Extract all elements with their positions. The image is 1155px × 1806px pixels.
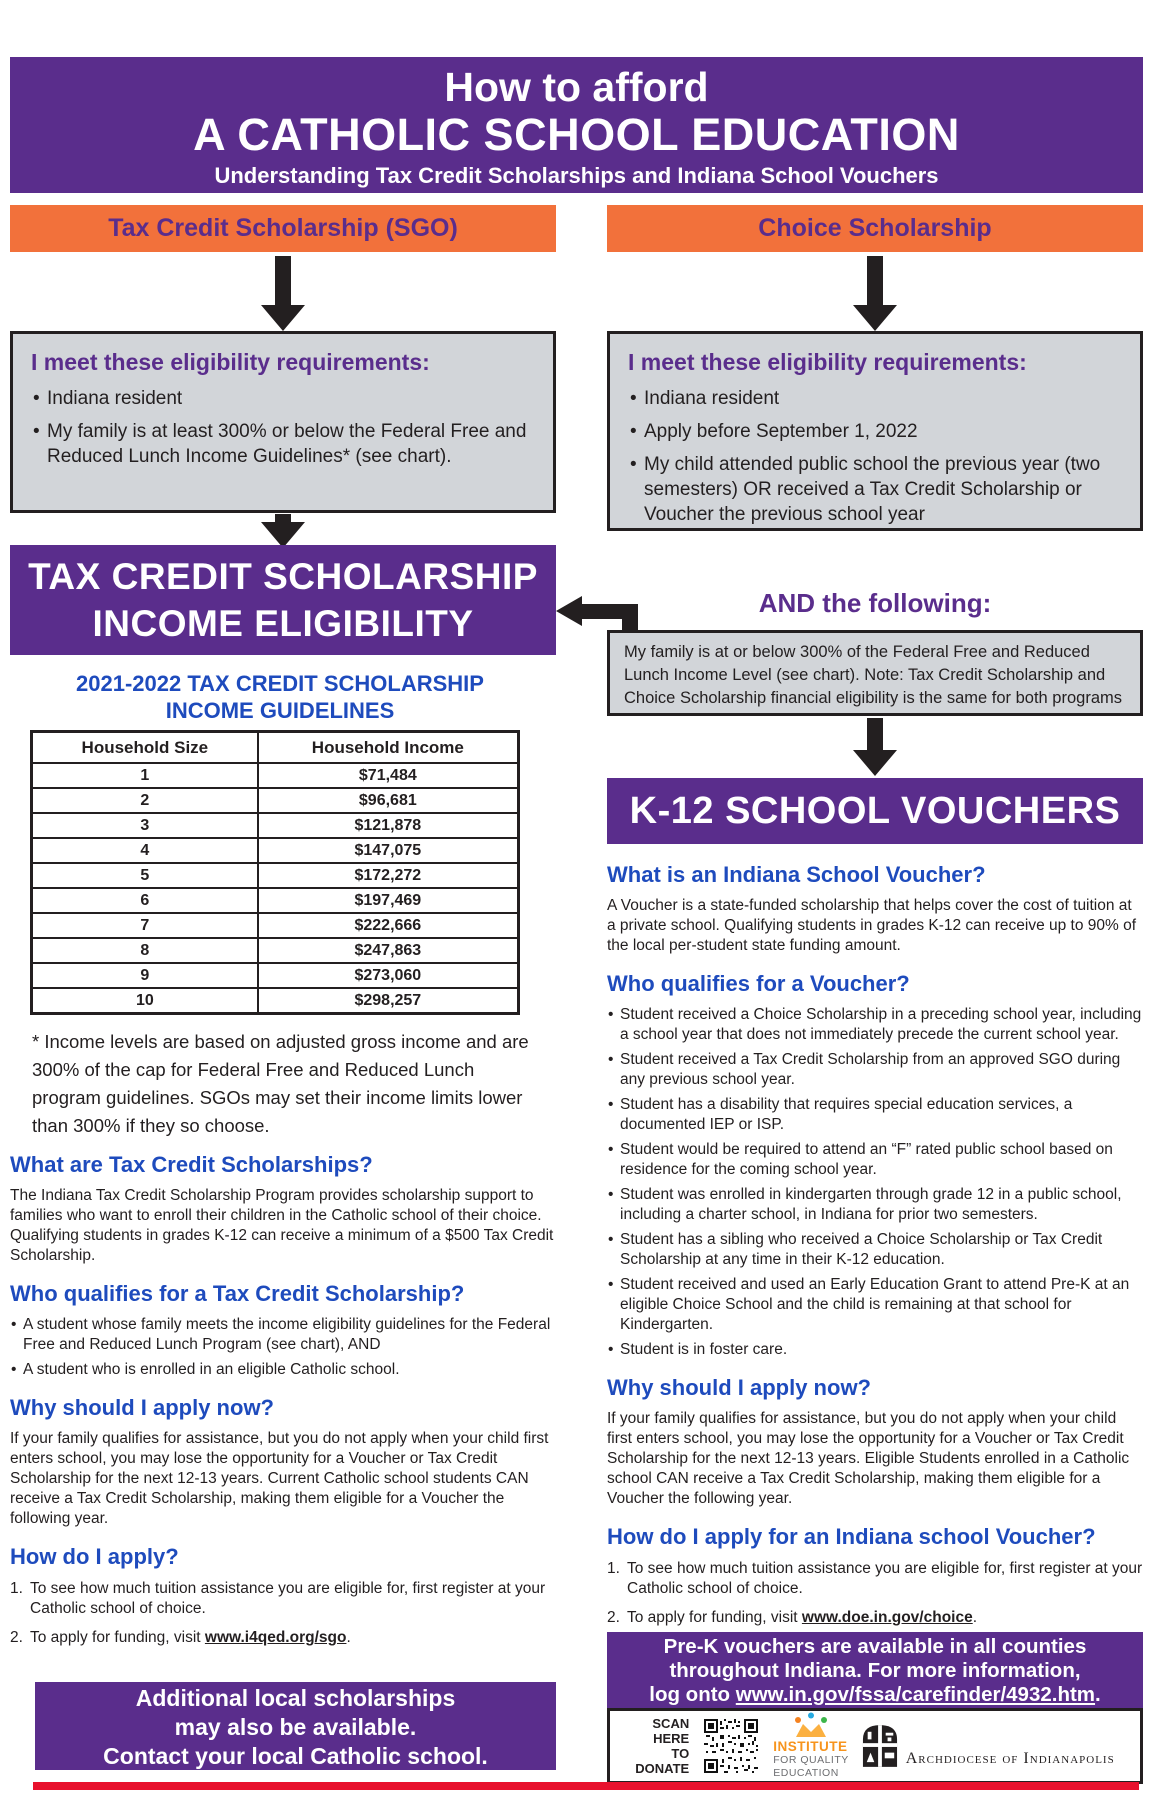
list-item: • Indiana resident bbox=[628, 386, 1122, 411]
section-heading-what-tcs: What are Tax Credit Scholarships? bbox=[10, 1152, 373, 1177]
banner-choice-scholarship: Choice Scholarship bbox=[607, 205, 1143, 252]
tax-credit-sections bbox=[10, 1152, 556, 1657]
scan-line: SCAN bbox=[652, 1716, 690, 1731]
institute-for-quality-education-logo bbox=[773, 1712, 849, 1780]
down-arrow-icon bbox=[261, 256, 305, 331]
financial-eligibility-note-box: My family is at or below 300% of the Federal Free and Reduced Lunch Income Level (see chart). Note: Tax Credit Scholarship and Choice Scholarship financial eligibility is the same for both programs bbox=[607, 630, 1143, 716]
k12-vouchers-banner: K-12 SCHOOL VOUCHERS bbox=[607, 778, 1143, 844]
household-income-cell: $147,075 bbox=[258, 838, 519, 863]
household-size-cell: 2 bbox=[32, 788, 258, 813]
income-banner-line1: TAX CREDIT SCHOLARSHIP bbox=[28, 556, 538, 597]
archdiocese-text: Archdiocese of Indianapolis bbox=[905, 1750, 1115, 1767]
table-row bbox=[32, 988, 519, 1014]
income-guidelines-title-line1: 2021-2022 TAX CREDIT SCHOLARSHIP bbox=[76, 671, 484, 696]
section-heading-why-voucher: Why should I apply now? bbox=[607, 1375, 871, 1400]
arrow-head bbox=[853, 305, 897, 331]
household-income-cell: $96,681 bbox=[258, 788, 519, 813]
list-item: • Student received and used an Early Education Grant to attend Pre-K at an eligible Choice School and the child is remaining at that school for Kindergarten. bbox=[607, 1275, 1143, 1335]
header-banner bbox=[10, 57, 1143, 193]
section-body-what-voucher: A Voucher is a state-funded scholarship that helps cover the cost of tuition at a private school. Qualifying students in grades K-12 can receive up to 90% of the local per-student state funding amount. bbox=[607, 897, 1137, 954]
down-arrow-icon bbox=[853, 718, 897, 776]
table-row bbox=[32, 888, 519, 913]
household-size-cell: 10 bbox=[32, 988, 258, 1014]
prek-line2: throughout Indiana. For more information, bbox=[669, 1659, 1081, 1682]
arrow-shaft bbox=[867, 256, 883, 305]
header-subtitle: Understanding Tax Credit Scholarships and Indiana School Vouchers bbox=[214, 163, 939, 188]
list-item: • A student whose family meets the income eligibility guidelines for the Federal Free and Reduced Lunch Program (see chart), AND bbox=[10, 1315, 556, 1355]
title-line2: A CATHOLIC SCHOOL EDUCATION bbox=[193, 109, 960, 160]
household-size-cell: 6 bbox=[32, 888, 258, 913]
choice-eligibility-box bbox=[607, 331, 1143, 531]
section-heading-who-tcs: Who qualifies for a Tax Credit Scholarship? bbox=[10, 1281, 465, 1306]
scan-line: DONATE bbox=[635, 1761, 690, 1776]
scan-line: TO bbox=[671, 1746, 690, 1761]
household-income-cell: $222,666 bbox=[258, 913, 519, 938]
household-income-cell: $298,257 bbox=[258, 988, 519, 1014]
scan-line: HERE bbox=[653, 1731, 690, 1746]
title-line1: How to afford bbox=[444, 64, 709, 110]
footer-logo-strip bbox=[607, 1708, 1143, 1784]
prek-line3 bbox=[607, 1683, 1143, 1707]
banner-tax-credit-scholarship: Tax Credit Scholarship (SGO) bbox=[10, 205, 556, 252]
carefinder-link[interactable]: www.in.gov/fssa/carefinder/4932.htm bbox=[735, 1683, 1096, 1706]
local-box-line1: Additional local scholarships bbox=[135, 1685, 456, 1711]
step-number: 1. bbox=[607, 1560, 620, 1577]
household-size-header: Household Size bbox=[32, 732, 258, 764]
income-guidelines-title-line2: INCOME GUIDELINES bbox=[165, 698, 395, 723]
household-size-cell: 3 bbox=[32, 813, 258, 838]
income-eligibility-banner bbox=[10, 545, 556, 655]
list-item: • A student who is enrolled in an eligible Catholic school. bbox=[10, 1360, 556, 1380]
income-footnote: * Income levels are based on adjusted gross income and are 300% of the cap for Federal Free and Reduced Lunch program guidelines. SGOs may set their income limits lower than 300% if they so choose. bbox=[32, 1031, 529, 1136]
choice-eligibility-title: I meet these eligibility requirements: bbox=[628, 349, 1027, 375]
qr-code-icon bbox=[702, 1717, 760, 1775]
arrow-head bbox=[261, 305, 305, 331]
prek-vouchers-box bbox=[607, 1632, 1143, 1708]
list-item: • Student has a sibling who received a Choice Scholarship or Tax Credit Scholarship at any time in their K-12 education. bbox=[607, 1230, 1143, 1270]
table-row bbox=[32, 913, 519, 938]
section-heading-what-voucher: What is an Indiana School Voucher? bbox=[607, 862, 986, 887]
table-row bbox=[32, 938, 519, 963]
section-body-why-tcs: If your family qualifies for assistance, but you do not apply when your child first enters school, you may lose the opportunity for a Voucher or Tax Credit Scholarship for the next 12-13 years. Current Catholic school students CAN receive a Tax Credit Scholarship, making them eligible for a Voucher the following year. bbox=[10, 1430, 549, 1527]
sgo-apply-link[interactable]: www.i4qed.org/sgo bbox=[204, 1629, 347, 1646]
step-text: To see how much tuition assistance you are eligible for, first register at your Catholic school of choice. bbox=[627, 1560, 1143, 1597]
step-number: 2. bbox=[10, 1629, 23, 1646]
section-heading-who-voucher: Who qualifies for a Voucher? bbox=[607, 971, 910, 996]
apply-step bbox=[607, 1608, 1143, 1628]
step-text-prefix: To apply for funding, visit bbox=[30, 1629, 205, 1646]
iqe-text-line2: FOR QUALITY bbox=[773, 1754, 849, 1766]
local-box-line2: may also be available. bbox=[174, 1714, 417, 1740]
list-item: • Student has a disability that requires special education services, a documented IEP or ISP. bbox=[607, 1095, 1143, 1135]
step-text bbox=[30, 1628, 351, 1648]
step-number: 2. bbox=[607, 1609, 620, 1626]
table-row bbox=[32, 863, 519, 888]
scan-here-to-donate-label bbox=[635, 1716, 689, 1776]
household-income-cell: $121,878 bbox=[258, 813, 519, 838]
list-item: • My child attended public school the previous year (two semesters) OR received a Tax Credit Scholarship or Voucher the previous school year bbox=[628, 452, 1122, 527]
voucher-sections bbox=[607, 862, 1143, 1637]
step-text-suffix: . bbox=[972, 1609, 978, 1626]
section-heading-how-tcs: How do I apply? bbox=[10, 1544, 179, 1569]
local-box-line3: Contact your local Catholic school. bbox=[103, 1743, 488, 1769]
household-size-cell: 1 bbox=[32, 763, 258, 788]
apply-step bbox=[10, 1579, 556, 1619]
sgo-eligibility-title: I meet these eligibility requirements: bbox=[31, 349, 430, 375]
step-text bbox=[627, 1608, 977, 1628]
household-income-header: Household Income bbox=[258, 732, 519, 764]
arrow-shaft bbox=[867, 718, 883, 750]
archdiocese-logo bbox=[862, 1724, 1115, 1768]
table-row bbox=[32, 813, 519, 838]
list-item: • My family is at least 300% or below the Federal Free and Reduced Lunch Income Guidelines* (see chart). bbox=[31, 419, 535, 469]
apply-step bbox=[10, 1628, 556, 1648]
down-arrow-icon bbox=[853, 256, 897, 331]
household-income-cell: $172,272 bbox=[258, 863, 519, 888]
household-size-cell: 9 bbox=[32, 963, 258, 988]
section-heading-how-voucher: How do I apply for an Indiana school Voucher? bbox=[607, 1524, 1096, 1549]
household-size-cell: 4 bbox=[32, 838, 258, 863]
iqe-crown-icon bbox=[789, 1712, 833, 1738]
income-guidelines-title bbox=[10, 670, 550, 724]
income-banner-line2: INCOME ELIGIBILITY bbox=[92, 603, 474, 644]
table-row bbox=[32, 788, 519, 813]
table-header-row bbox=[32, 732, 519, 764]
table-row bbox=[32, 963, 519, 988]
step-text-suffix: . bbox=[346, 1629, 351, 1646]
prek-line3-suffix: . bbox=[1095, 1683, 1101, 1706]
arrow-shaft bbox=[275, 256, 291, 305]
household-size-cell: 7 bbox=[32, 913, 258, 938]
and-the-following-label: AND the following: bbox=[758, 588, 992, 618]
apply-step bbox=[607, 1559, 1143, 1599]
iqe-text-line1: INSTITUTE bbox=[773, 1739, 848, 1754]
archdiocese-window-icon bbox=[862, 1724, 898, 1768]
iqe-text-line3: EDUCATION bbox=[773, 1767, 839, 1779]
household-income-cell: $197,469 bbox=[258, 888, 519, 913]
sgo-eligibility-box bbox=[10, 331, 556, 513]
bottom-red-rule bbox=[33, 1782, 1139, 1790]
list-item: • Student is in foster care. bbox=[607, 1340, 1143, 1360]
step-text-prefix: To apply for funding, visit bbox=[627, 1609, 802, 1626]
household-size-cell: 8 bbox=[32, 938, 258, 963]
local-scholarships-box bbox=[35, 1682, 556, 1770]
household-income-cell: $273,060 bbox=[258, 963, 519, 988]
income-guidelines-table bbox=[30, 730, 520, 1015]
list-item: • Student would be required to attend an “F” rated public school based on residence for the coming school year. bbox=[607, 1140, 1143, 1180]
household-size-cell: 5 bbox=[32, 863, 258, 888]
list-item: • Indiana resident bbox=[31, 386, 535, 411]
table-row bbox=[32, 763, 519, 788]
table-row bbox=[32, 838, 519, 863]
household-income-cell: $247,863 bbox=[258, 938, 519, 963]
step-text: To see how much tuition assistance you are eligible for, first register at your Catholic school of choice. bbox=[30, 1580, 546, 1617]
list-item: • Student received a Choice Scholarship in a preceding school year, including a school year that does not immediately precede the current school year. bbox=[607, 1005, 1143, 1045]
list-item: • Student received a Tax Credit Scholarship from an approved SGO during any previous school year. bbox=[607, 1050, 1143, 1090]
prek-line3-prefix: log onto bbox=[649, 1683, 736, 1706]
elbow-left-arrow-icon bbox=[556, 596, 640, 634]
list-item: • Apply before September 1, 2022 bbox=[628, 419, 1122, 444]
down-arrow-icon bbox=[261, 514, 305, 548]
section-heading-why-tcs: Why should I apply now? bbox=[10, 1395, 274, 1420]
list-item: • Student was enrolled in kindergarten through grade 12 in a public school, including a charter school, in Indiana for prior two semesters. bbox=[607, 1185, 1143, 1225]
section-body-what-tcs: The Indiana Tax Credit Scholarship Program provides scholarship support to families who want to enroll their children in the Catholic school of their choice. Qualifying students in grades K-12 can receive a minimum of a $500 Tax Credit Scholarship. bbox=[10, 1187, 554, 1264]
section-body-why-voucher: If your family qualifies for assistance, but you do not apply when your child first enters school, you may lose the opportunity for a Voucher or Tax Credit Scholarship for the next 12-13 years. Eligible Students enrolled in a Catholic school CAN receive a Tax Credit Scholarship, making them eligible for a Voucher the following year. bbox=[607, 1410, 1130, 1507]
step-number: 1. bbox=[10, 1580, 23, 1597]
arrow-head bbox=[853, 750, 897, 776]
choice-apply-link[interactable]: www.doe.in.gov/choice bbox=[801, 1609, 973, 1626]
prek-line1: Pre-K vouchers are available in all counties bbox=[663, 1635, 1087, 1658]
household-income-cell: $71,484 bbox=[258, 763, 519, 788]
arrow-shaft bbox=[275, 514, 291, 522]
